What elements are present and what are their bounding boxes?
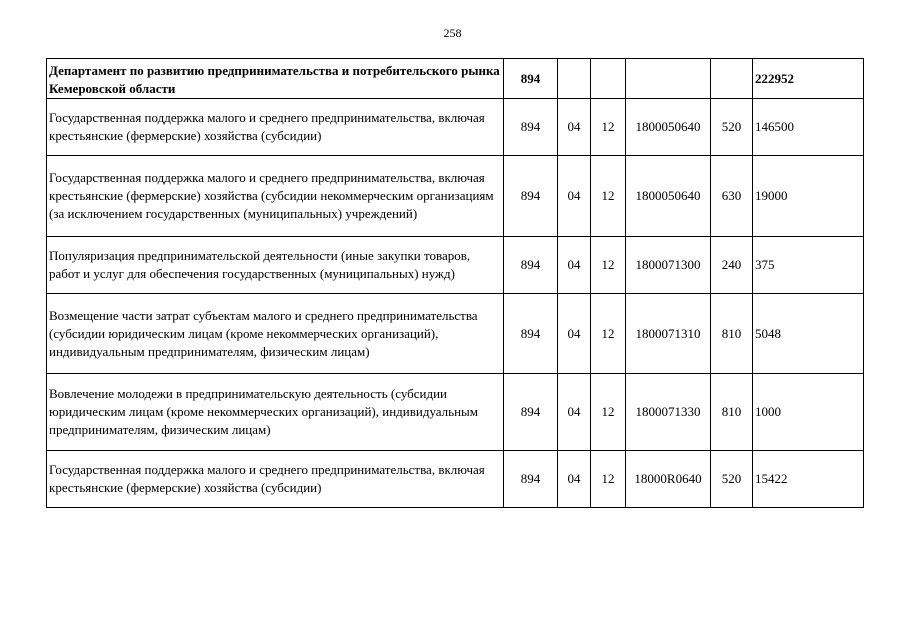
row-ministry: 894 [504, 374, 558, 451]
row-target: 1800071310 [626, 294, 711, 374]
row-target: 1800071330 [626, 374, 711, 451]
row-description: Государственная поддержка малого и среднего предпринимательства, включая крестьянские (фермерские) хозяйства (субсидии) [47, 99, 504, 156]
table-header-row [47, 59, 864, 99]
row-expense-type: 520 [711, 99, 753, 156]
row-ministry: 894 [504, 99, 558, 156]
row-amount: 5048 [753, 294, 864, 374]
row-section: 04 [558, 237, 591, 294]
row-expense-type: 520 [711, 451, 753, 508]
row-amount: 375 [753, 237, 864, 294]
row-target: 1800050640 [626, 156, 711, 237]
row-expense-type: 810 [711, 294, 753, 374]
row-target: 1800071300 [626, 237, 711, 294]
row-amount: 146500 [753, 99, 864, 156]
row-subsection: 12 [591, 156, 626, 237]
row-amount: 15422 [753, 451, 864, 508]
row-section: 04 [558, 294, 591, 374]
row-description: Вовлечение молодежи в предпринимательскую деятельность (субсидии юридическим лицам (кроме некоммерческих организаций), индивидуальным предпринимателям, физическим лицам) [47, 374, 504, 451]
row-expense-type: 240 [711, 237, 753, 294]
row-ministry: 894 [504, 451, 558, 508]
row-section: 04 [558, 451, 591, 508]
page-number: 258 [443, 26, 462, 40]
row-subsection: 12 [591, 451, 626, 508]
table-row [47, 237, 864, 294]
row-description: Возмещение части затрат субъектам малого и среднего предпринимательства (субсидии юридическим лицам (кроме некоммерческих организаций), индивидуальным предпринимателям, физическим лицам) [47, 294, 504, 374]
row-description: Государственная поддержка малого и среднего предпринимательства, включая крестьянские (фермерские) хозяйства (субсидии) [47, 451, 504, 508]
row-ministry: 894 [504, 156, 558, 237]
header-section [558, 59, 591, 99]
header-ministry: 894 [504, 59, 558, 99]
row-ministry: 894 [504, 294, 558, 374]
row-expense-type: 630 [711, 156, 753, 237]
row-amount: 1000 [753, 374, 864, 451]
table-row [47, 99, 864, 156]
table-row [47, 451, 864, 508]
row-target: 1800050640 [626, 99, 711, 156]
row-subsection: 12 [591, 374, 626, 451]
row-section: 04 [558, 156, 591, 237]
row-subsection: 12 [591, 99, 626, 156]
row-target: 18000R0640 [626, 451, 711, 508]
table-row [47, 156, 864, 237]
row-section: 04 [558, 374, 591, 451]
row-amount: 19000 [753, 156, 864, 237]
row-description: Популяризация предпринимательской деятельности (иные закупки товаров, работ и услуг для обеспечения государственных (муниципальных) нужд) [47, 237, 504, 294]
header-amount: 222952 [753, 59, 864, 99]
header-target [626, 59, 711, 99]
header-subsection [591, 59, 626, 99]
row-description: Государственная поддержка малого и среднего предпринимательства, включая крестьянские (фермерские) хозяйства (субсидии некоммерческим организациям (за исключением государственных (муниципальных) учреждений) [47, 156, 504, 237]
row-subsection: 12 [591, 237, 626, 294]
table-row [47, 294, 864, 374]
header-expense-type [711, 59, 753, 99]
row-ministry: 894 [504, 237, 558, 294]
header-description: Департамент по развитию предпринимательства и потребительского рынка Кемеровской области [47, 59, 504, 99]
row-subsection: 12 [591, 294, 626, 374]
budget-table [46, 58, 864, 508]
row-expense-type: 810 [711, 374, 753, 451]
table-row [47, 374, 864, 451]
row-section: 04 [558, 99, 591, 156]
